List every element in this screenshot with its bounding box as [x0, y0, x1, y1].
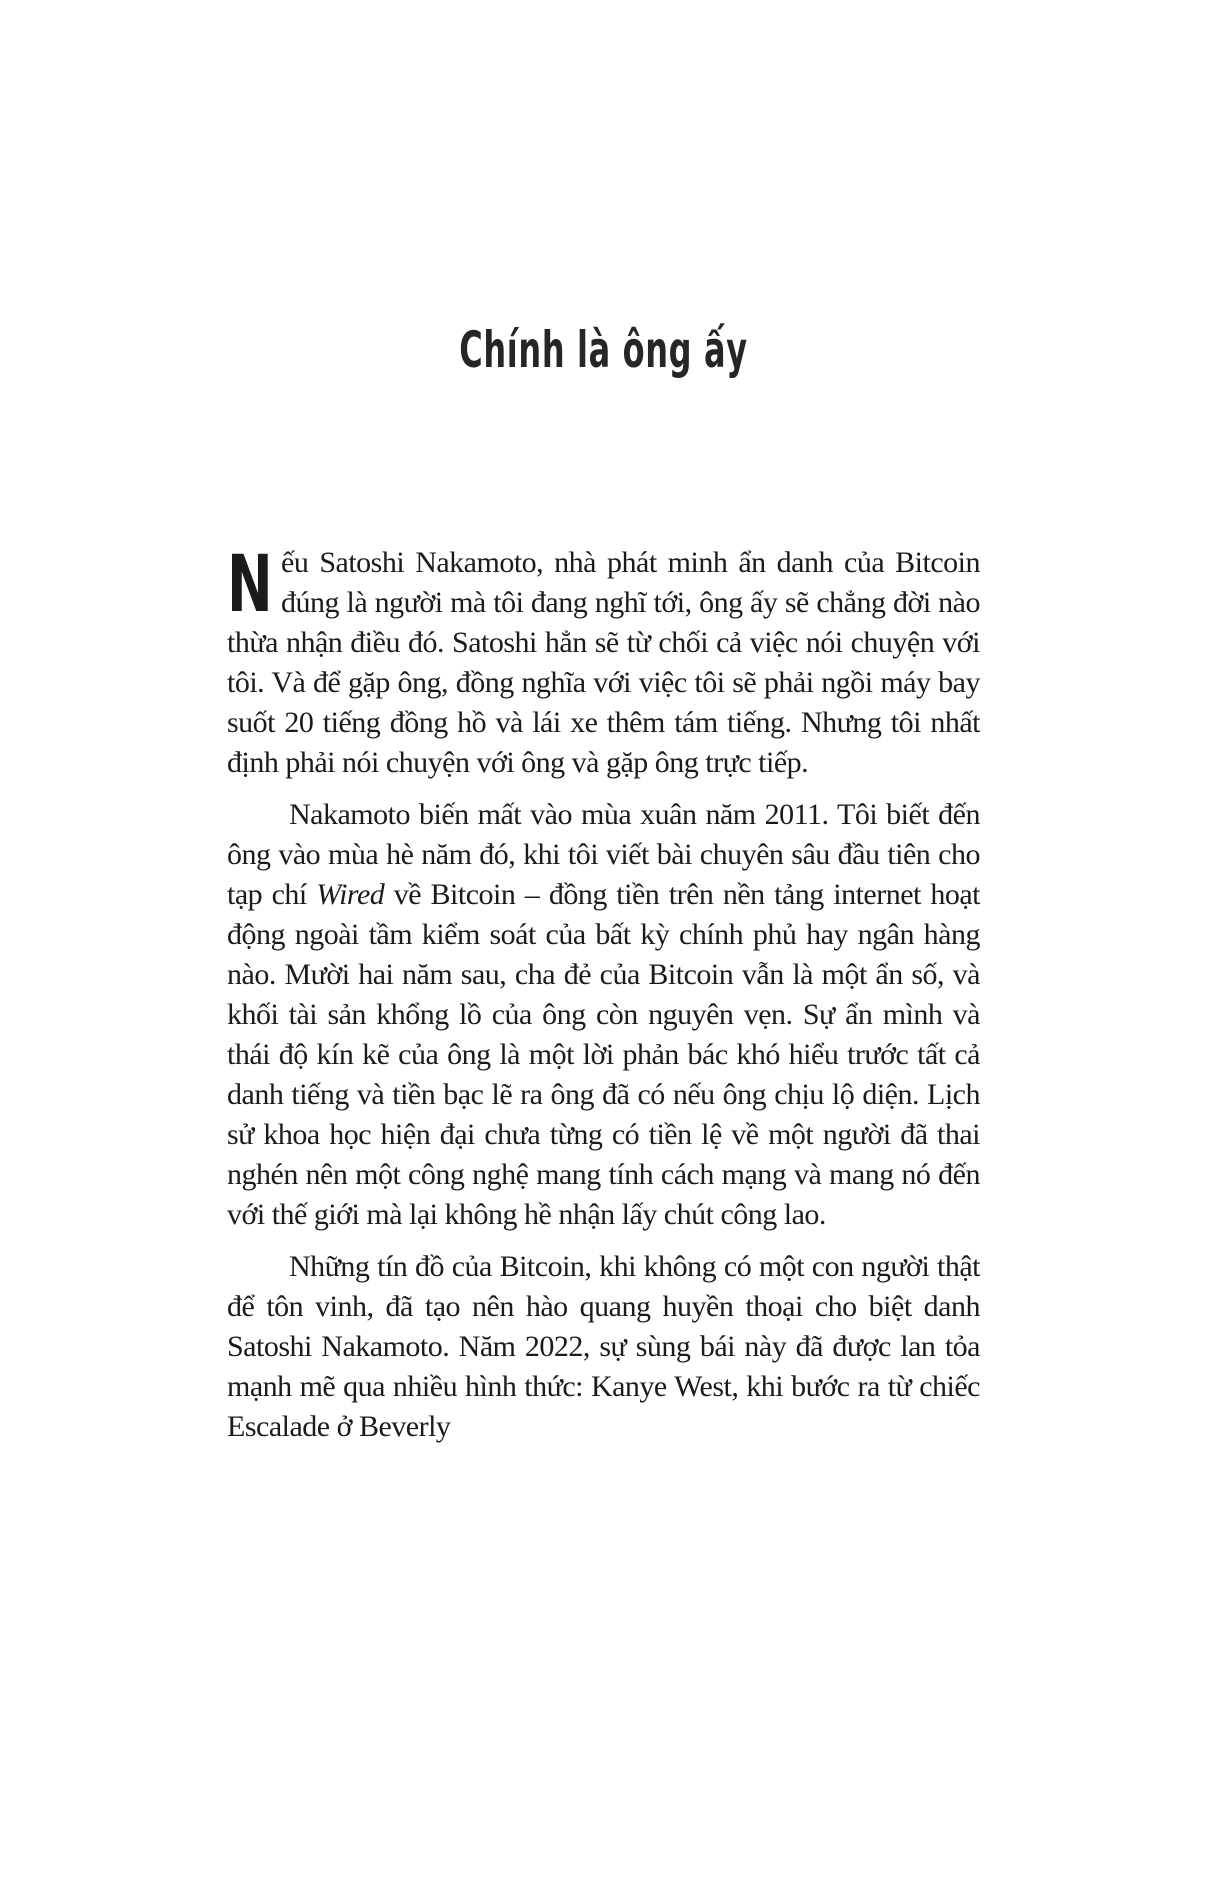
- paragraph: [227, 795, 980, 1235]
- paragraph: [227, 1247, 980, 1447]
- chapter-body: [227, 540, 980, 1447]
- drop-cap-letter: N: [227, 540, 273, 630]
- book-page: [0, 320, 1224, 1904]
- text-run: Nakamoto biến mất vào mùa xuân năm 2011. Tôi biết đến ông vào mùa hè năm đó, khi tôi viết bài chuyên sâu đầu tiên cho tạp chí: [227, 798, 980, 911]
- text-run: Những tín đồ của Bitcoin, khi không có một con người thật để tôn vinh, đã tạo nên hào quang huyền thoại cho biệt danh Satoshi Nakamoto. Năm 2022, sự sùng bái này đã được lan tỏa mạnh mẽ qua nhiều hình thức: Kanye West, khi bước ra từ chiếc Escalade ở Beverly: [227, 1250, 980, 1443]
- paragraph: [227, 540, 980, 783]
- text-run: về Bitcoin – đồng tiền trên nền tảng internet hoạt động ngoài tầm kiểm soát của bất kỳ chính phủ hay ngân hàng nào. Mười hai năm sau, cha đẻ của Bitcoin vẫn là một ẩn số, và khối tài sản khổng lồ của ông còn nguyên vẹn. Sự ẩn mình và thái độ kín kẽ của ông là một lời phản bác khó hiểu trước tất cả danh tiếng và tiền bạc lẽ ra ông đã có nếu ông chịu lộ diện. Lịch sử khoa học hiện đại chưa từng có tiền lệ về một người đã thai nghén nên một công nghệ mang tính cách mạng và mang nó đến với thế giới mà lại không hề nhận lấy chút công lao.: [227, 878, 980, 1231]
- chapter-title: Chính là ông ấy: [459, 321, 748, 379]
- drop-cap: [227, 540, 273, 630]
- italic-text-run: Wired: [316, 878, 385, 911]
- text-run: ếu Satoshi Nakamoto, nhà phát minh ẩn danh của Bitcoin đúng là người mà tôi đang nghĩ tới, ông ấy sẽ chẳng đời nào thừa nhận điều đó. Satoshi hẳn sẽ từ chối cả việc nói chuyện với tôi. Và để gặp ông, đồng nghĩa với việc tôi sẽ phải ngồi máy bay suốt 20 tiếng đồng hồ và lái xe thêm tám tiếng. Nhưng tôi nhất định phải nói chuyện với ông và gặp ông trực tiếp.: [227, 546, 980, 779]
